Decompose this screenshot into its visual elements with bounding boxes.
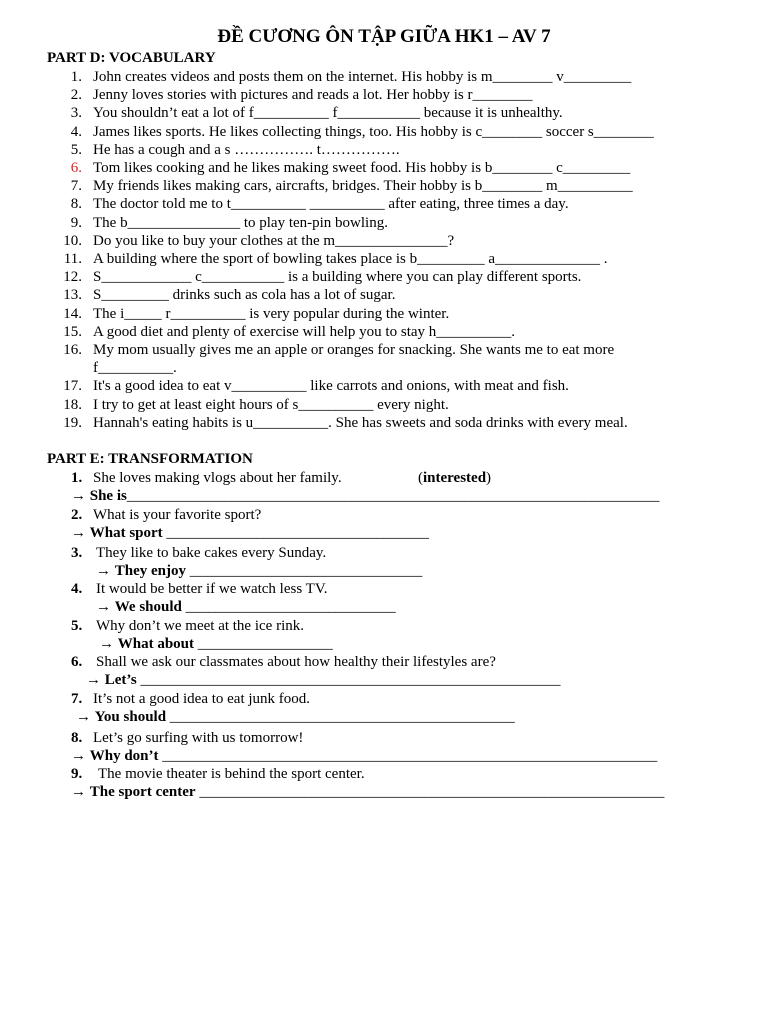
answer-lead: Why don’t <box>89 748 159 764</box>
vocab-item-text: James likes sports. He likes collecting things, too. His hobby is c________ soccer s________ <box>93 123 654 140</box>
vocab-item-text: S____________ c___________ is a building where you can play different sports. <box>93 269 582 286</box>
answer-lead: Let’s <box>104 672 137 688</box>
hint-word: interested <box>423 470 487 486</box>
vocab-item-text: Hannah's eating habits is u__________. She has sweets and soda drinks with every meal. <box>93 414 628 431</box>
answer-blank[interactable]: ______________________________________________ <box>166 709 515 725</box>
transformation-prompt: Shall we ask our classmates about how healthy their lifestyles are? <box>96 654 496 670</box>
vocab-item-text: A good diet and plenty of exercise will help you to stay h__________. <box>93 323 516 340</box>
vocab-item-text: It's a good idea to eat v__________ like carrots and onions, with meat and fish. <box>93 378 569 395</box>
vocab-item-number: 14. <box>63 305 82 322</box>
vocab-item-number: 2. <box>70 87 82 104</box>
answer-line[interactable] <box>96 598 396 616</box>
vocab-item-text: You shouldn’t eat a lot of f__________ f___________ because it is unhealthy. <box>93 105 563 122</box>
answer-line[interactable] <box>71 747 657 765</box>
transformation-item-number: 6. <box>71 654 83 670</box>
transformation-prompt: Let’s go surfing with us tomorrow! <box>93 730 304 746</box>
transformation-item-number: 2. <box>71 507 83 523</box>
answer-line[interactable] <box>96 562 422 580</box>
transformation-item-number: 3. <box>71 545 83 561</box>
transformation-prompt: It’s not a good idea to eat junk food. <box>93 691 311 707</box>
arrow-icon: → <box>71 784 86 800</box>
vocab-item-text: My mom usually gives me an apple or oranges for snacking. She wants me to eat more <box>93 342 615 358</box>
answer-blank[interactable]: ____________________________ <box>181 599 396 615</box>
part-d-heading: PART D: VOCABULARY <box>47 50 216 66</box>
answer-line[interactable] <box>86 671 560 689</box>
vocab-item-number: 18. <box>63 396 82 413</box>
vocab-item-text: He has a cough and a s ……………. t……………. <box>93 141 400 158</box>
vocab-item-text: Jenny loves stories with pictures and reads a lot. Her hobby is r________ <box>93 87 533 104</box>
arrow-icon: → <box>99 636 114 652</box>
vocab-item-text: My friends likes making cars, aircrafts, bridges. Their hobby is b________ m__________ <box>93 178 633 195</box>
answer-lead: They enjoy <box>114 563 186 579</box>
arrow-icon: → <box>71 525 86 541</box>
transformation-prompt: They like to bake cakes every Sunday. <box>96 545 327 561</box>
vocab-item-text: Do you like to buy your clothes at the m_______________? <box>93 232 455 249</box>
vocab-item-number: 3. <box>70 105 82 122</box>
transformation-item-number: 5. <box>71 618 83 634</box>
answer-line[interactable] <box>71 524 429 542</box>
vocab-item-text: S_________ drinks such as cola has a lot of sugar. <box>93 287 396 304</box>
vocab-item-text: Tom likes cooking and he likes making sweet food. His hobby is b________ c_________ <box>93 160 631 176</box>
vocab-item-number: 7. <box>70 178 82 195</box>
arrow-icon: → <box>71 748 86 764</box>
vocab-item-number: 11. <box>63 251 82 267</box>
vocab-item-number: 19. <box>63 414 82 431</box>
vocab-item-text: A building where the sport of bowling takes place is b_________ a______________ . <box>93 251 608 267</box>
vocab-item-text: I try to get at least eight hours of s__________ every night. <box>93 396 449 413</box>
transformation-prompt: She loves making vlogs about her family. <box>93 470 342 486</box>
arrow-icon: → <box>96 599 111 615</box>
vocab-item-number: 8. <box>70 196 82 213</box>
transformation-prompt: It would be better if we watch less TV. <box>96 581 328 597</box>
vocab-item-text: The doctor told me to t__________ __________ after eating, three times a day. <box>93 196 569 213</box>
transformation-item-number: 9. <box>71 766 83 782</box>
answer-lead: You should <box>94 709 167 725</box>
arrow-icon: → <box>96 563 111 579</box>
transformation-item-number: 7. <box>71 691 83 707</box>
answer-lead: We should <box>114 599 182 615</box>
answer-blank[interactable]: ______________________________________________________________ <box>195 784 665 800</box>
vocab-item-number: 12. <box>63 269 82 286</box>
arrow-icon: → <box>71 488 86 504</box>
arrow-icon: → <box>76 709 91 725</box>
answer-lead: What sport <box>89 525 163 541</box>
answer-lead: She is <box>89 488 127 504</box>
answer-blank[interactable]: _______________________________________________________________________ <box>126 488 660 504</box>
transformation-hint: (interested) <box>418 470 492 486</box>
vocab-item-number: 13. <box>63 287 82 304</box>
transformation-item-number: 8. <box>71 730 83 746</box>
vocab-item-number: 6. <box>70 160 82 176</box>
answer-line[interactable] <box>71 783 664 801</box>
vocab-item-number: 17. <box>63 378 82 395</box>
transformation-prompt: What is your favorite sport? <box>93 507 262 523</box>
answer-line[interactable] <box>76 708 515 726</box>
vocab-item-text: John creates videos and posts them on the internet. His hobby is m________ v_________ <box>93 69 632 85</box>
vocab-item-number: 4. <box>70 123 82 140</box>
answer-line[interactable] <box>71 487 659 505</box>
transformation-item-number: 4. <box>71 581 83 597</box>
vocab-item-text: The i_____ r__________ is very popular during the winter. <box>93 305 450 322</box>
vocab-item-number: 15. <box>63 323 82 340</box>
vocab-item-text-continued: f__________. <box>93 360 177 377</box>
answer-blank[interactable]: ___________________________________ <box>162 525 429 541</box>
answer-blank[interactable]: __________________________________________________________________ <box>158 748 658 764</box>
vocab-item-number: 5. <box>70 141 82 158</box>
vocab-item-number: 10. <box>63 232 82 249</box>
transformation-prompt: Why don’t we meet at the ice rink. <box>96 618 304 634</box>
vocab-item-text: The b_______________ to play ten-pin bowling. <box>93 214 388 231</box>
transformation-item-number: 1. <box>71 470 83 486</box>
worksheet-title: ĐỀ CƯƠNG ÔN TẬP GIỮA HK1 – AV 7 <box>217 26 551 47</box>
answer-blank[interactable]: _______________________________ <box>186 563 423 579</box>
part-e-heading: PART E: TRANSFORMATION <box>47 451 253 467</box>
arrow-icon: → <box>86 672 101 688</box>
vocab-item-number: 1. <box>70 69 82 85</box>
answer-lead: What about <box>117 636 195 652</box>
answer-lead: The sport center <box>89 784 196 800</box>
answer-blank[interactable]: __________________ <box>194 636 333 652</box>
vocab-item-number: 9. <box>70 214 82 231</box>
transformation-prompt: The movie theater is behind the sport center. <box>98 766 365 782</box>
vocab-item-number: 16. <box>63 342 82 358</box>
answer-line[interactable] <box>99 635 333 653</box>
answer-blank[interactable]: ________________________________________________________ <box>136 672 561 688</box>
